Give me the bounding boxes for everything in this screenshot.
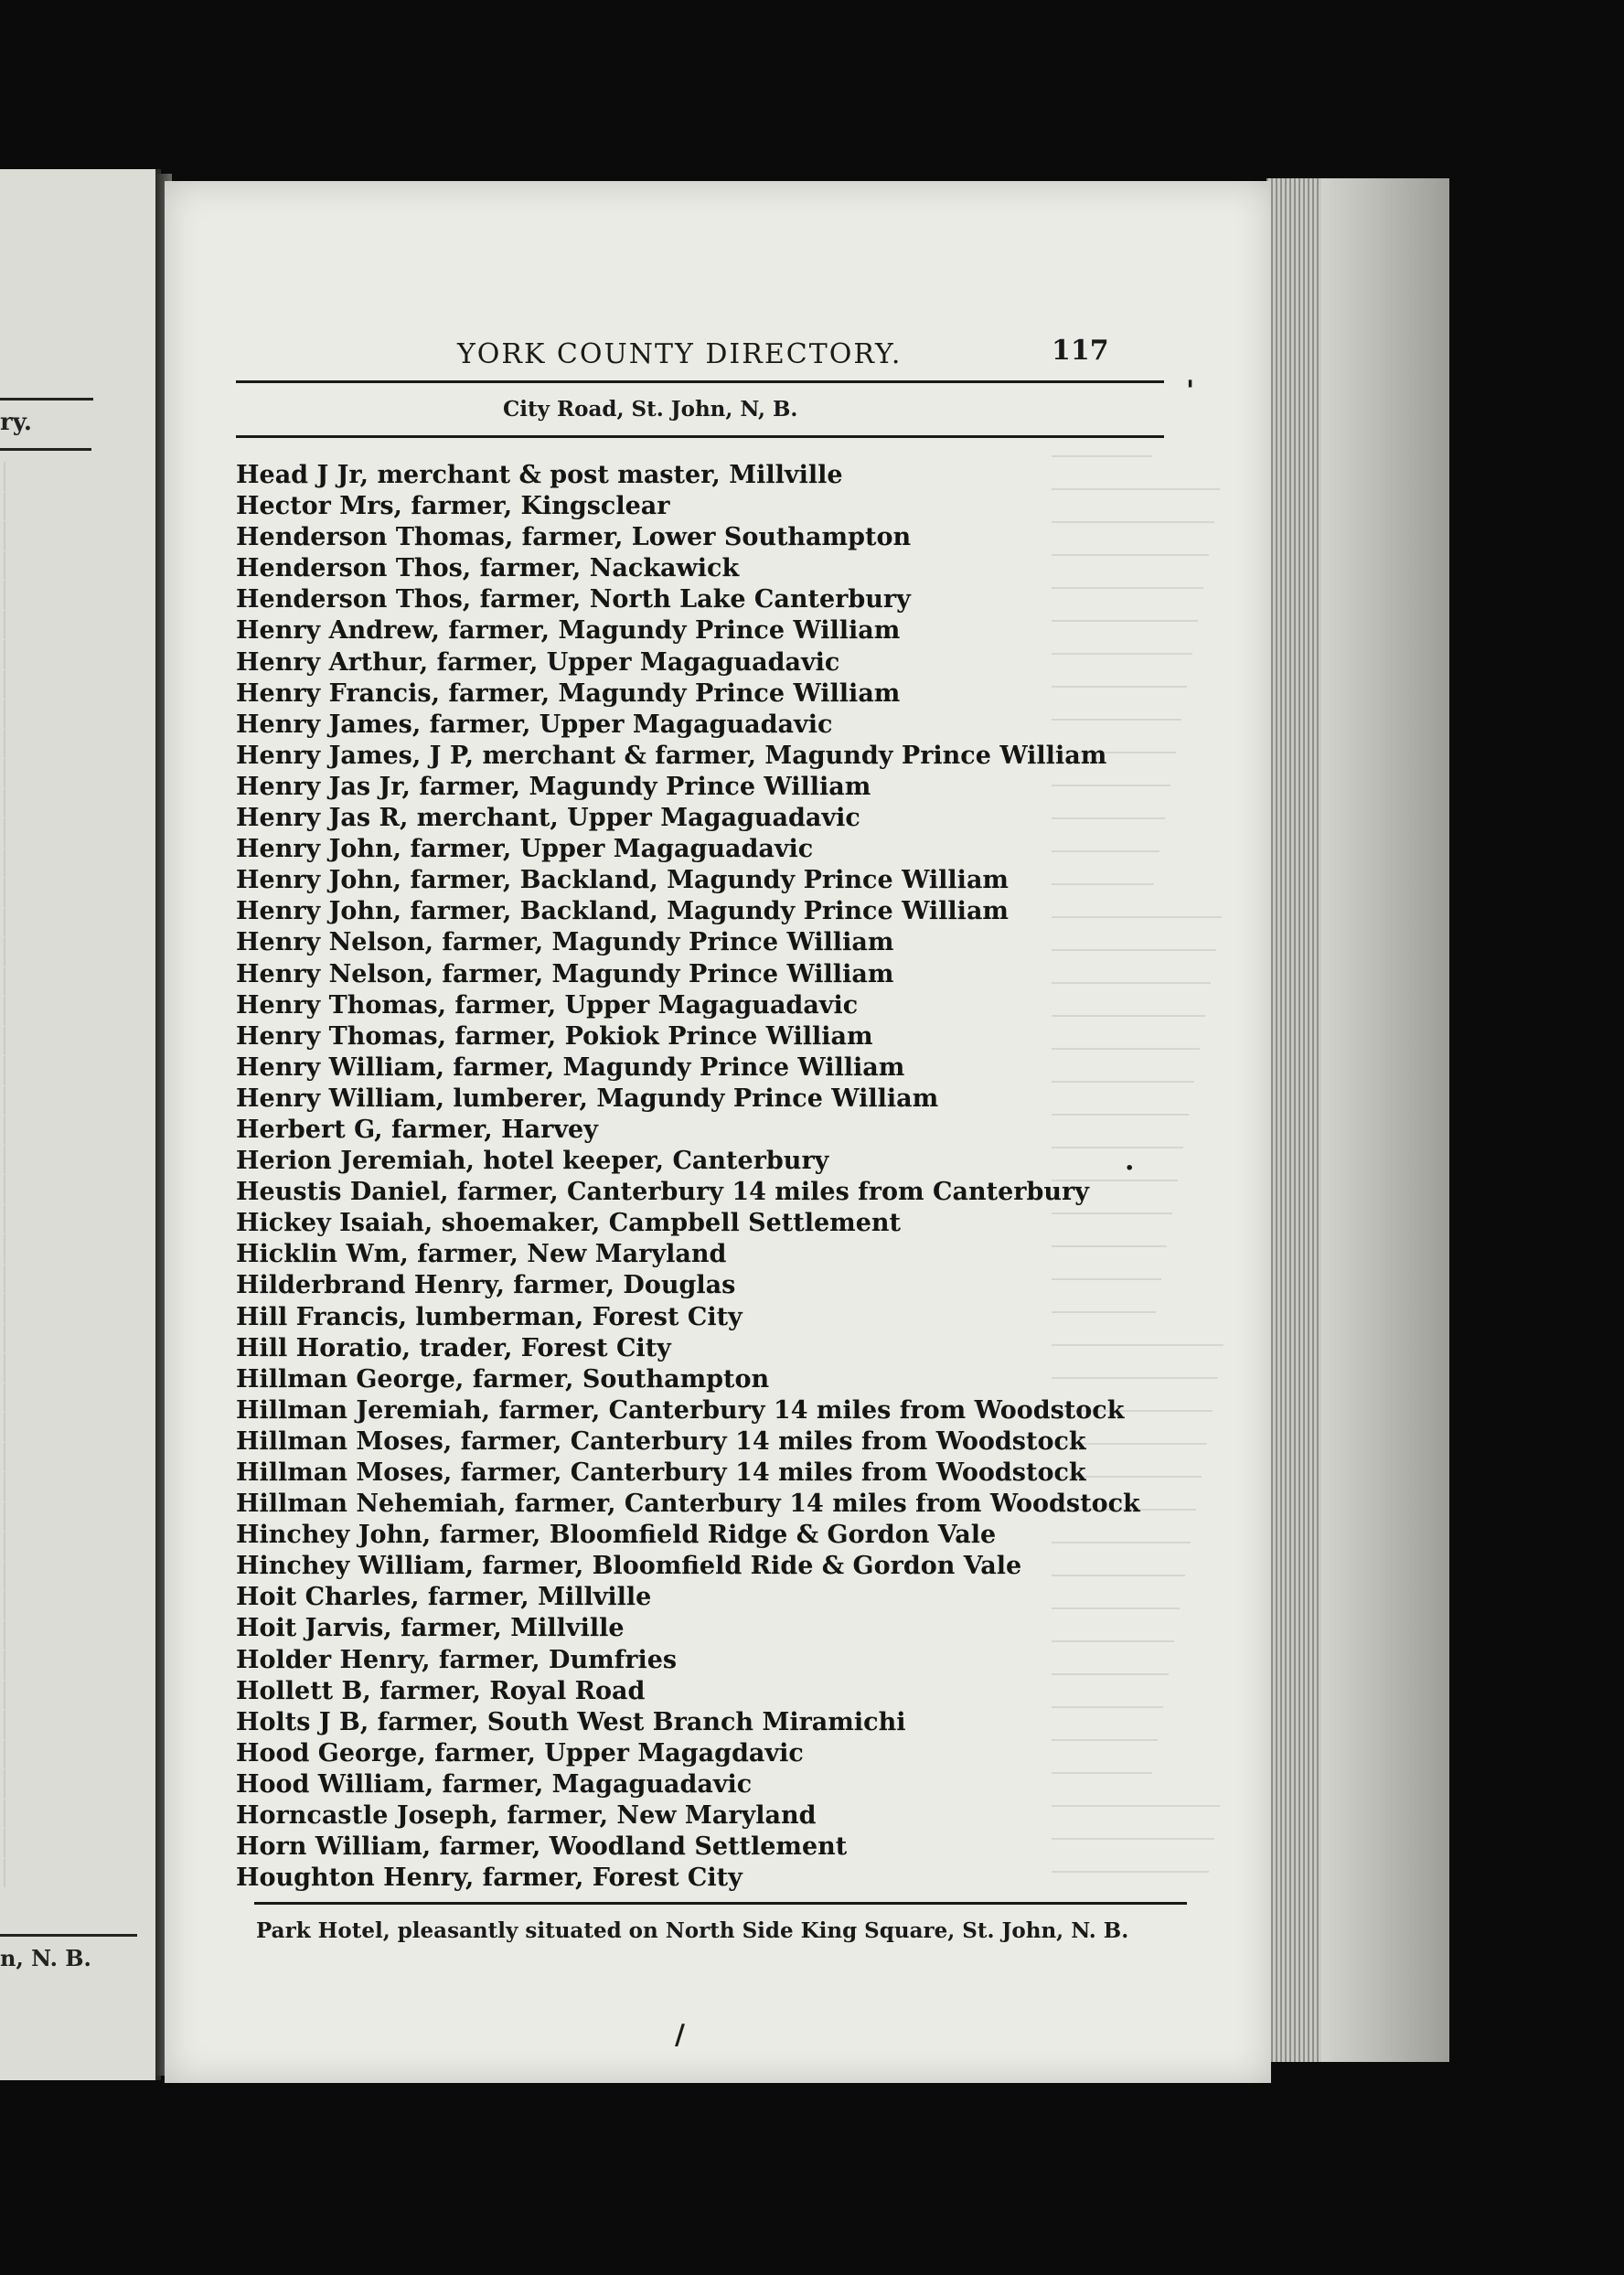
left-ghost-line [4, 1472, 59, 1501]
left-ghost-line [4, 849, 59, 878]
left-ghost-line [4, 1116, 59, 1145]
left-ghost-line [4, 818, 59, 848]
left-ghost-line [4, 1621, 59, 1650]
directory-entry: Hoit Jarvis, farmer, Millville [236, 1614, 625, 1643]
directory-entry: Henry James, farmer, Upper Magaguadavic [236, 710, 833, 739]
left-ghost-line [4, 997, 59, 1026]
directory-entry: Hillman Jeremiah, farmer, Canterbury 14 miles from Woodstock [236, 1395, 1125, 1425]
left-ghost-line [4, 640, 59, 669]
left-ghost-line [4, 1324, 59, 1353]
left-ghost-line [4, 670, 59, 700]
left-ghost-line [4, 581, 59, 610]
page-edges [1266, 178, 1449, 2062]
left-page-header-fragment: ry. [0, 409, 32, 436]
left-ghost-line [4, 1800, 59, 1829]
running-head: YORK COUNTY DIRECTORY. [457, 338, 903, 370]
left-ghost-line [4, 1234, 59, 1264]
directory-entry: Horncastle Joseph, farmer, New Maryland [236, 1801, 817, 1831]
left-ghost-line [4, 551, 59, 581]
left-page-rule [0, 1934, 137, 1937]
directory-entry: Hinchey William, farmer, Bloomfield Ride & Gordon Vale [236, 1552, 1022, 1581]
directory-entry: Holts J B, farmer, South West Branch Miramichi [236, 1707, 906, 1736]
left-ghost-line [4, 1086, 59, 1116]
directory-entry: Holder Henry, farmer, Dumfries [236, 1645, 678, 1674]
left-ghost-line [4, 1443, 59, 1472]
directory-entry: Hillman Moses, farmer, Canterbury 14 miles from Woodstock [236, 1426, 1086, 1456]
directory-entry: Hollett B, farmer, Royal Road [236, 1676, 646, 1705]
directory-entry: Henderson Thomas, farmer, Lower Southampton [236, 523, 912, 552]
directory-entry: Hickey Isaiah, shoemaker, Campbell Settlement [236, 1209, 902, 1238]
page-mark: · [1125, 1152, 1135, 1184]
directory-entry: Henry John, farmer, Backland, Magundy Prince William [236, 866, 1010, 895]
page-mark: / [675, 2019, 685, 2051]
directory-entry: Houghton Henry, farmer, Forest City [236, 1864, 743, 1893]
left-ghost-line [4, 1859, 59, 1888]
left-ghost-line [4, 1829, 59, 1858]
directory-entry: Hector Mrs, farmer, Kingsclear [236, 492, 670, 521]
directory-page [165, 181, 1271, 2083]
left-ghost-line [4, 937, 59, 967]
directory-entry: Henry Arthur, farmer, Upper Magaguadavic [236, 647, 840, 677]
left-page-ghost-lines [4, 462, 59, 1888]
left-ghost-line [4, 1650, 59, 1680]
directory-entry: Herbert G, farmer, Harvey [236, 1115, 598, 1144]
left-ghost-line [4, 1769, 59, 1799]
directory-entry: Hood William, farmer, Magaguadavic [236, 1769, 753, 1799]
directory-entries [236, 460, 1242, 1894]
page-mark: ' [1186, 375, 1195, 407]
left-ghost-line [4, 492, 59, 521]
left-ghost-line [4, 1591, 59, 1620]
left-ghost-line [4, 1502, 59, 1532]
directory-entry: Hill Horatio, trader, Forest City [236, 1333, 671, 1362]
directory-entry: Herion Jeremiah, hotel keeper, Canterbury [236, 1147, 829, 1176]
left-ghost-line [4, 1562, 59, 1591]
directory-entry: Hicklin Wm, farmer, New Maryland [236, 1240, 727, 1269]
directory-entry: Hill Francis, lumberman, Forest City [236, 1302, 743, 1331]
advert-bottom: Park Hotel, pleasantly situated on North Side King Square, St. John, N. B. [256, 1918, 1129, 1943]
directory-entry: Henderson Thos, farmer, North Lake Canterbury [236, 585, 911, 614]
footer-rule [254, 1902, 1187, 1905]
directory-entry: Horn William, farmer, Woodland Settlement [236, 1832, 848, 1862]
directory-entry: Henry Nelson, farmer, Magundy Prince William [236, 959, 894, 988]
directory-entry: Hillman Nehemiah, farmer, Canterbury 14 miles from Woodstock [236, 1490, 1140, 1519]
directory-entry: Henry Andrew, farmer, Magundy Prince William [236, 616, 901, 646]
directory-entry: Henry John, farmer, Upper Magaguadavic [236, 835, 814, 864]
left-page-fragment [0, 169, 161, 2080]
left-ghost-line [4, 1740, 59, 1769]
left-ghost-line [4, 908, 59, 937]
left-ghost-line [4, 611, 59, 640]
left-ghost-line [4, 1056, 59, 1085]
directory-entry: Henry Jas R, merchant, Upper Magaguadavic [236, 804, 860, 833]
directory-entry: Henry Thomas, farmer, Pokiok Prince William [236, 1021, 873, 1051]
header-rule-bottom [236, 435, 1164, 438]
directory-entry: Hilderbrand Henry, farmer, Douglas [236, 1271, 736, 1300]
left-ghost-line [4, 1175, 59, 1204]
directory-entry: Hood George, farmer, Upper Magagdavic [236, 1738, 804, 1768]
left-ghost-line [4, 967, 59, 997]
directory-entry: Hillman Moses, farmer, Canterbury 14 miles from Woodstock [236, 1458, 1086, 1487]
left-ghost-line [4, 759, 59, 788]
directory-entry: Henderson Thos, farmer, Nackawick [236, 554, 740, 583]
left-ghost-line [4, 1532, 59, 1561]
left-ghost-line [4, 521, 59, 550]
left-ghost-line [4, 462, 59, 491]
page-edge-stack [1266, 178, 1321, 2062]
left-ghost-line [4, 730, 59, 759]
left-ghost-line [4, 1353, 59, 1383]
directory-entry: Hinchey John, farmer, Bloomfield Ridge & Gordon Vale [236, 1521, 997, 1550]
directory-entry: Henry Thomas, farmer, Upper Magaguadavic [236, 990, 859, 1020]
left-ghost-line [4, 878, 59, 907]
left-ghost-line [4, 1265, 59, 1294]
left-ghost-line [4, 1294, 59, 1323]
directory-entry: Hoit Charles, farmer, Millville [236, 1583, 652, 1612]
left-page-footer-fragment: n, N. B. [0, 1945, 91, 1971]
advert-top: City Road, St. John, N, B. [503, 397, 798, 422]
left-ghost-line [4, 1413, 59, 1442]
left-ghost-line [4, 1383, 59, 1413]
directory-entry: Henry William, farmer, Magundy Prince William [236, 1052, 905, 1082]
directory-entry: Henry James, J P, merchant & farmer, Magundy Prince William [236, 741, 1107, 770]
left-page-rule [0, 448, 91, 451]
left-ghost-line [4, 1205, 59, 1234]
directory-entry: Henry Nelson, farmer, Magundy Prince William [236, 928, 894, 957]
left-ghost-line [4, 700, 59, 729]
left-ghost-line [4, 1710, 59, 1739]
left-ghost-line [4, 1027, 59, 1056]
directory-entry: Heustis Daniel, farmer, Canterbury 14 miles from Canterbury [236, 1178, 1089, 1207]
directory-entry: Hillman George, farmer, Southampton [236, 1364, 770, 1394]
left-page-rule [0, 398, 93, 401]
directory-entry: Henry Francis, farmer, Magundy Prince William [236, 678, 901, 708]
directory-entry: Head J Jr, merchant & post master, Millville [236, 461, 843, 489]
page-number: 117 [1052, 335, 1109, 367]
directory-entry: Henry William, lumberer, Magundy Prince William [236, 1084, 939, 1113]
left-ghost-line [4, 1146, 59, 1175]
header-rule-top [236, 380, 1164, 383]
directory-entry: Henry John, farmer, Backland, Magundy Prince William [236, 897, 1010, 926]
left-ghost-line [4, 1681, 59, 1710]
directory-entry: Henry Jas Jr, farmer, Magundy Prince William [236, 772, 871, 801]
left-ghost-line [4, 789, 59, 818]
